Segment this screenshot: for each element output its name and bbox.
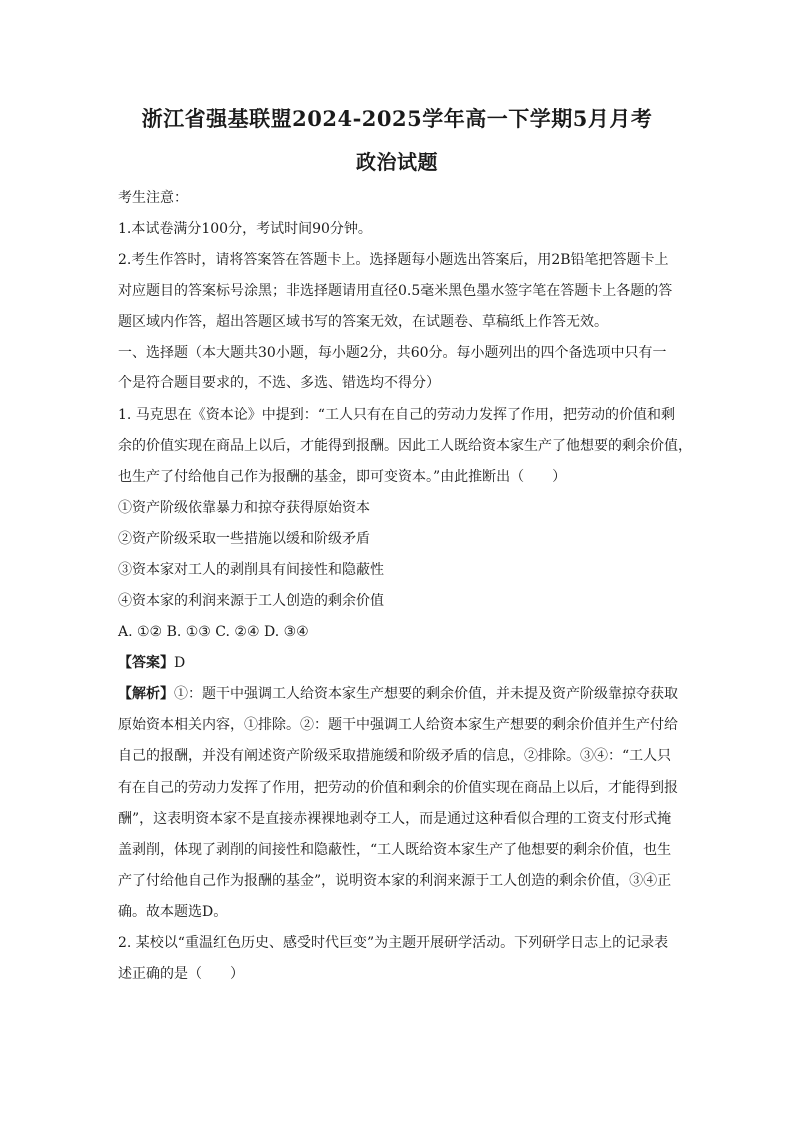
notice-item-2-line-2: 对应题目的答案标号涂黑；非选择题请用直径0.5毫米黑色墨水签字笔在答题卡上各题的答 xyxy=(118,283,673,299)
q1-stem-line-2: 余的价值实现在商品上以后，才能得到报酬。因此工人既给资本家生产了他想要的剩余价值， xyxy=(118,438,692,454)
q1-stem-line-3: 也生产了付给他自己作为报酬的基金，即可变资本。”由此推断出（ ） xyxy=(118,469,567,485)
q1-analysis-line-7: 产了付给他自己作为报酬的基金”，说明资本家的利润来源于工人创造的剩余价值，③④正 xyxy=(118,873,672,889)
q1-option-2: ②资产阶级采取一些措施以缓和阶级矛盾 xyxy=(118,531,370,547)
section-heading-line-2: 个是符合题目要求的，不选、多选、错选均不得分） xyxy=(118,375,440,391)
notice-item-2-line-1: 2.考生作答时，请将答案答在答题卡上。选择题每小题选出答案后，用2B铅笔把答题卡上 xyxy=(118,252,669,268)
q1-analysis-line-4: 有在自己的劳动力发挥了作用，把劳动的价值和剩余的价值实现在商品上以后，才能得到报 xyxy=(118,780,678,796)
q1-answer xyxy=(118,653,678,673)
q2-stem-line-1: 2. 某校以“重温红色历史、感受时代巨变”为主题开展研学活动。下列研学日志上的记录表 xyxy=(118,935,669,951)
q1-analysis-line-5: 酬”，这表明资本家不是直接赤裸裸地剥夺工人，而是通过这种看似合理的工资支付形式掩 xyxy=(118,811,672,827)
q1-analysis-line-8: 确。故本题选D。 xyxy=(118,904,228,920)
answer-value: D xyxy=(174,655,186,671)
q1-analysis-line-3: 自己的报酬，并没有阐述资产阶级采取措施缓和阶级矛盾的信息，②排除。③④：“工人只 xyxy=(118,748,672,764)
q1-choices: A. ①② B. ①③ C. ②④ D. ③④ xyxy=(118,624,309,640)
q1-analysis-line-1 xyxy=(118,684,678,704)
analysis-tag: 【解析】 xyxy=(118,686,174,702)
q1-stem-line-1: 1. 马克思在《资本论》中提到：“工人只有在自己的劳动力发挥了作用，把劳动的价值和剩 xyxy=(118,407,675,423)
notice-item-2-line-3: 题区域内作答，超出答题区域书写的答案无效，在试题卷、草稿纸上作答无效。 xyxy=(118,314,608,330)
notice-item-1: 1.本试卷满分100分，考试时间90分钟。 xyxy=(118,221,372,237)
q1-analysis-line-2: 原始资本相关内容，①排除。②：题干中强调工人给资本家生产想要的剩余价值并生产付给 xyxy=(118,717,678,733)
notice-heading: 考生注意： xyxy=(118,190,188,206)
q2-stem-line-2: 述正确的是（ ） xyxy=(118,966,244,982)
exam-subtitle: 政治试题 xyxy=(356,150,438,174)
q1-option-4: ④资本家的利润来源于工人创造的剩余价值 xyxy=(118,593,384,609)
q1-option-3: ③资本家对工人的剥削具有间接性和隐蔽性 xyxy=(118,562,384,578)
q1-analysis-line-6: 盖剥削，体现了剥削的间接性和隐蔽性，“工人既给资本家生产了他想要的剩余价值，也生 xyxy=(118,842,672,858)
section-heading-line-1: 一、选择题（本大题共30小题，每小题2分，共60分。每小题列出的四个备选项中只有一 xyxy=(118,345,667,361)
analysis-text: ①：题干中强调工人给资本家生产想要的剩余价值，并未提及资产阶级靠掠夺获取 xyxy=(174,686,678,702)
q1-option-1: ①资产阶级依靠暴力和掠夺获得原始资本 xyxy=(118,500,370,516)
answer-tag: 【答案】 xyxy=(118,655,174,671)
exam-title: 浙江省强基联盟2024-2025学年高一下学期5月月考 xyxy=(141,106,653,131)
